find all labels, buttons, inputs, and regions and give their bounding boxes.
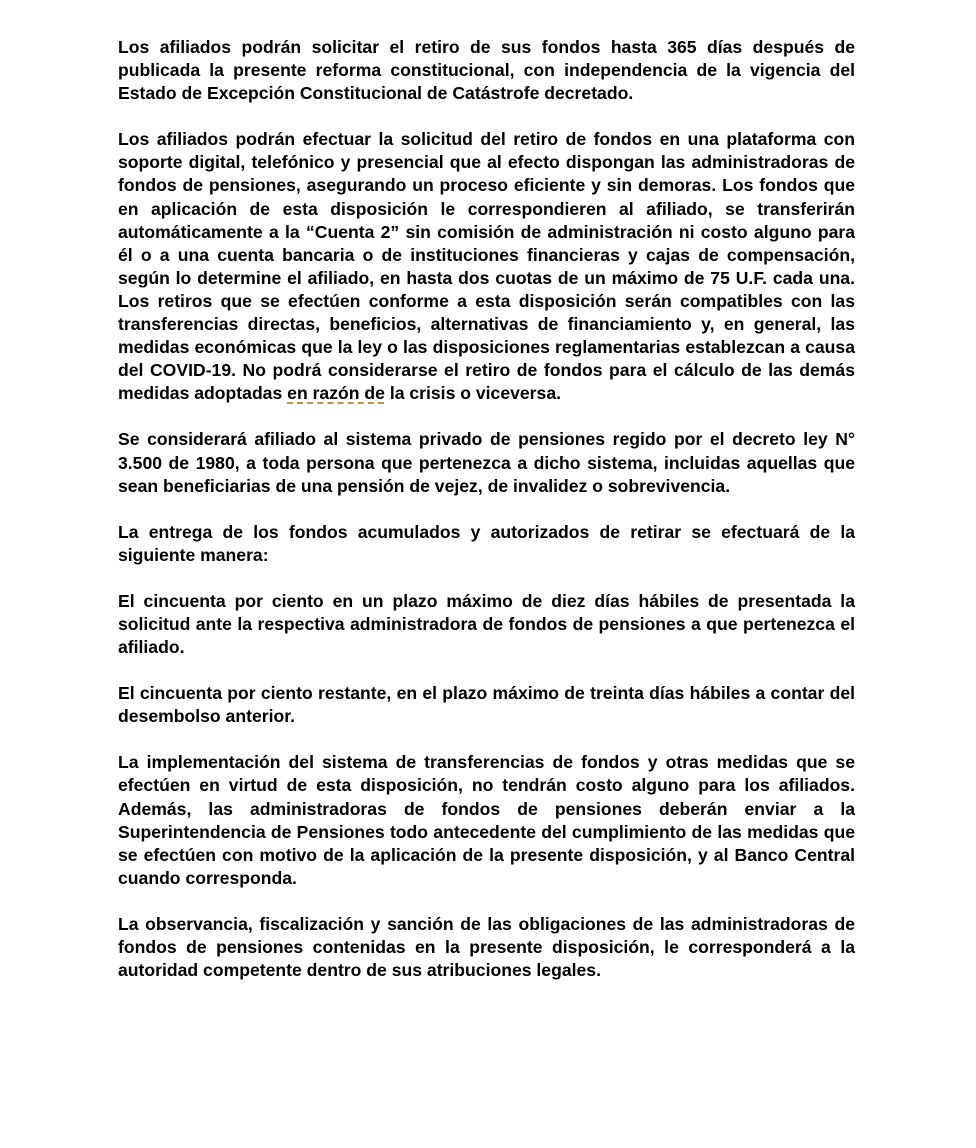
paragraph-second-installment: El cincuenta por ciento restante, en el plazo máximo de treinta días hábiles a contar del desembolso anterior. — [118, 683, 855, 727]
paragraph-oversight: La observancia, fiscalización y sanción de las obligaciones de las administradoras de fondos de pensiones contenidas en la presente disposición, le corresponderá a la autoridad competente dentro de sus atribuciones legales. — [118, 913, 855, 981]
paragraph-withdrawal-platform-tail: la crisis o viceversa. — [389, 383, 561, 404]
paragraph-withdrawal-platform — [118, 128, 855, 405]
paragraph-first-installment: El cincuenta por ciento en un plazo máximo de diez días hábiles de presentada la solicitud ante la respectiva administradora de fondos de pensiones a que pertenezca el afiliado. — [118, 590, 855, 658]
paragraph-affiliate-definition: Se considerará afiliado al sistema privado de pensiones regido por el decreto ley N° 3.500 de 1980, a toda persona que pertenezca a dicho sistema, incluidas aquellas que sean beneficiarias de una pensión de vejez, de invalidez o sobrevivencia. — [118, 429, 855, 496]
spellcheck-marked-text[interactable]: en razón de — [287, 383, 385, 404]
paragraph-implementation-cost: La implementación del sistema de transferencias de fondos y otras medidas que se efectúen en virtud de esta disposición, no tendrán costo alguno para los afiliados. Además, las administradoras de fondos de pensiones deberán enviar a la Superintendencia de Pensiones todo antecedente del cumplimiento de las medidas que se efectúen con motivo de la aplicación de la presente disposición, y al Banco Central cuando corresponda. — [118, 752, 855, 888]
paragraph-delivery-intro: La entrega de los fondos acumulados y autorizados de retirar se efectuará de la siguiente manera: — [118, 521, 855, 565]
paragraph-withdrawal-period: Los afiliados podrán solicitar el retiro de sus fondos hasta 365 días después de publicada la presente reforma constitucional, con independencia de la vigencia del Estado de Excepción Constitucional de Catástrofe decretado. — [118, 37, 855, 104]
paragraph-withdrawal-platform-text: Los afiliados podrán efectuar la solicitud del retiro de fondos en una plataforma con soporte digital, telefónico y presencial que al efecto dispongan las administradoras de fondos de pensiones, asegurando un proceso eficiente y sin demoras. Los fondos que en aplicación de esta disposición le correspondieren al afiliado, se transferirán automáticamente a la “Cuenta 2” sin comisión de administración ni costo alguno para él o a una cuenta bancaria o de instituciones financieras y cajas de compensación, según lo determine el afiliado, en hasta dos cuotas de un máximo de 75 U.F. cada una. Los retiros que se efectúen conforme a esta disposición serán compatibles con las transferencias directas, beneficios, alternativas de financiamiento y, en general, las medidas económicas que la ley o las disposiciones reglamentarias establezcan a causa del COVID-19. No podrá considerarse el retiro de fondos para el cálculo de las demás medidas adoptadas — [118, 129, 855, 404]
document-body — [118, 36, 855, 1005]
